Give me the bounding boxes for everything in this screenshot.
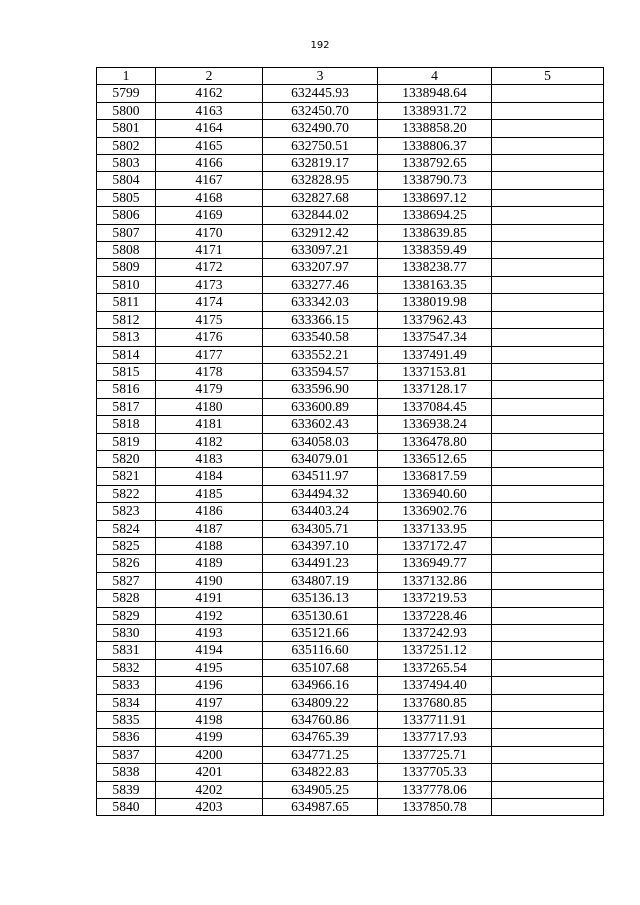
table-row: [97, 572, 604, 589]
point-number-cell: 5824: [97, 520, 156, 537]
note-cell: [492, 607, 604, 624]
x-coordinate-cell: 634403.24: [263, 503, 378, 520]
point-number-cell: 5823: [97, 503, 156, 520]
x-coordinate-cell: 634822.83: [263, 764, 378, 781]
y-coordinate-cell: 1337491.49: [378, 346, 492, 363]
x-coordinate-cell: 635107.68: [263, 659, 378, 676]
point-number-cell: 5806: [97, 207, 156, 224]
index-cell: 4195: [156, 659, 263, 676]
point-number-cell: 5802: [97, 137, 156, 154]
table-header: [97, 68, 604, 85]
table-row: [97, 590, 604, 607]
x-coordinate-cell: 633097.21: [263, 242, 378, 259]
page-number: 192: [310, 40, 330, 51]
y-coordinate-cell: 1337172.47: [378, 537, 492, 554]
x-coordinate-cell: 632828.95: [263, 172, 378, 189]
note-cell: [492, 659, 604, 676]
table-row: [97, 712, 604, 729]
y-coordinate-cell: 1337962.43: [378, 311, 492, 328]
table-row: [97, 764, 604, 781]
x-coordinate-cell: 634905.25: [263, 781, 378, 798]
table-row: [97, 485, 604, 502]
note-cell: [492, 346, 604, 363]
point-number-cell: 5838: [97, 764, 156, 781]
index-cell: 4194: [156, 642, 263, 659]
note-cell: [492, 242, 604, 259]
x-coordinate-cell: 632450.70: [263, 102, 378, 119]
point-number-cell: 5812: [97, 311, 156, 328]
table-row: [97, 433, 604, 450]
y-coordinate-cell: 1337680.85: [378, 694, 492, 711]
x-coordinate-cell: 634058.03: [263, 433, 378, 450]
index-cell: 4179: [156, 381, 263, 398]
index-cell: 4184: [156, 468, 263, 485]
point-number-cell: 5808: [97, 242, 156, 259]
table-row: [97, 85, 604, 102]
y-coordinate-cell: 1336902.76: [378, 503, 492, 520]
index-cell: 4196: [156, 677, 263, 694]
column-header-5: 5: [492, 68, 604, 85]
table-row: [97, 468, 604, 485]
table-row: [97, 259, 604, 276]
x-coordinate-cell: 632445.93: [263, 85, 378, 102]
note-cell: [492, 503, 604, 520]
y-coordinate-cell: 1336478.80: [378, 433, 492, 450]
point-number-cell: 5839: [97, 781, 156, 798]
x-coordinate-cell: 633596.90: [263, 381, 378, 398]
y-coordinate-cell: 1337725.71: [378, 746, 492, 763]
y-coordinate-cell: 1338019.98: [378, 294, 492, 311]
index-cell: 4172: [156, 259, 263, 276]
point-number-cell: 5834: [97, 694, 156, 711]
x-coordinate-cell: 634511.97: [263, 468, 378, 485]
x-coordinate-cell: 632844.02: [263, 207, 378, 224]
index-cell: 4189: [156, 555, 263, 572]
note-cell: [492, 329, 604, 346]
table-row: [97, 311, 604, 328]
y-coordinate-cell: 1337084.45: [378, 398, 492, 415]
y-coordinate-cell: 1338694.25: [378, 207, 492, 224]
table-row: [97, 694, 604, 711]
table-body: [97, 85, 604, 816]
table-row: [97, 416, 604, 433]
note-cell: [492, 625, 604, 642]
y-coordinate-cell: 1336949.77: [378, 555, 492, 572]
header-row: [97, 68, 604, 85]
x-coordinate-cell: 633207.97: [263, 259, 378, 276]
note-cell: [492, 433, 604, 450]
table-row: [97, 625, 604, 642]
index-cell: 4171: [156, 242, 263, 259]
index-cell: 4170: [156, 224, 263, 241]
table-row: [97, 799, 604, 816]
x-coordinate-cell: 634807.19: [263, 572, 378, 589]
y-coordinate-cell: 1338163.35: [378, 276, 492, 293]
index-cell: 4192: [156, 607, 263, 624]
y-coordinate-cell: 1337242.93: [378, 625, 492, 642]
coordinates-table: [96, 67, 604, 816]
column-header-3: 3: [263, 68, 378, 85]
point-number-cell: 5831: [97, 642, 156, 659]
note-cell: [492, 224, 604, 241]
table-row: [97, 224, 604, 241]
y-coordinate-cell: 1337251.12: [378, 642, 492, 659]
table-row: [97, 155, 604, 172]
point-number-cell: 5833: [97, 677, 156, 694]
index-cell: 4188: [156, 537, 263, 554]
point-number-cell: 5801: [97, 120, 156, 137]
y-coordinate-cell: 1338790.73: [378, 172, 492, 189]
index-cell: 4178: [156, 363, 263, 380]
table-row: [97, 381, 604, 398]
note-cell: [492, 485, 604, 502]
point-number-cell: 5821: [97, 468, 156, 485]
x-coordinate-cell: 633594.57: [263, 363, 378, 380]
x-coordinate-cell: 633602.43: [263, 416, 378, 433]
note-cell: [492, 137, 604, 154]
note-cell: [492, 398, 604, 415]
x-coordinate-cell: 633540.58: [263, 329, 378, 346]
table-row: [97, 276, 604, 293]
point-number-cell: 5840: [97, 799, 156, 816]
y-coordinate-cell: 1337711.91: [378, 712, 492, 729]
y-coordinate-cell: 1337494.40: [378, 677, 492, 694]
table-row: [97, 120, 604, 137]
y-coordinate-cell: 1337219.53: [378, 590, 492, 607]
note-cell: [492, 120, 604, 137]
table-row: [97, 729, 604, 746]
index-cell: 4166: [156, 155, 263, 172]
point-number-cell: 5815: [97, 363, 156, 380]
note-cell: [492, 468, 604, 485]
y-coordinate-cell: 1338931.72: [378, 102, 492, 119]
index-cell: 4175: [156, 311, 263, 328]
point-number-cell: 5805: [97, 189, 156, 206]
index-cell: 4202: [156, 781, 263, 798]
index-cell: 4165: [156, 137, 263, 154]
note-cell: [492, 363, 604, 380]
index-cell: 4201: [156, 764, 263, 781]
y-coordinate-cell: 1338639.85: [378, 224, 492, 241]
y-coordinate-cell: 1336512.65: [378, 450, 492, 467]
index-cell: 4177: [156, 346, 263, 363]
note-cell: [492, 276, 604, 293]
note-cell: [492, 102, 604, 119]
index-cell: 4167: [156, 172, 263, 189]
point-number-cell: 5818: [97, 416, 156, 433]
index-cell: 4181: [156, 416, 263, 433]
table-row: [97, 189, 604, 206]
x-coordinate-cell: 634966.16: [263, 677, 378, 694]
table-row: [97, 102, 604, 119]
note-cell: [492, 746, 604, 763]
index-cell: 4203: [156, 799, 263, 816]
x-coordinate-cell: 634305.71: [263, 520, 378, 537]
index-cell: 4197: [156, 694, 263, 711]
point-number-cell: 5828: [97, 590, 156, 607]
table-row: [97, 746, 604, 763]
note-cell: [492, 189, 604, 206]
index-cell: 4193: [156, 625, 263, 642]
point-number-cell: 5810: [97, 276, 156, 293]
note-cell: [492, 799, 604, 816]
x-coordinate-cell: 633552.21: [263, 346, 378, 363]
x-coordinate-cell: 634397.10: [263, 537, 378, 554]
note-cell: [492, 555, 604, 572]
y-coordinate-cell: 1338697.12: [378, 189, 492, 206]
index-cell: 4163: [156, 102, 263, 119]
note-cell: [492, 311, 604, 328]
index-cell: 4190: [156, 572, 263, 589]
y-coordinate-cell: 1337228.46: [378, 607, 492, 624]
y-coordinate-cell: 1337132.86: [378, 572, 492, 589]
y-coordinate-cell: 1337265.54: [378, 659, 492, 676]
y-coordinate-cell: 1338359.49: [378, 242, 492, 259]
point-number-cell: 5814: [97, 346, 156, 363]
index-cell: 4200: [156, 746, 263, 763]
point-number-cell: 5835: [97, 712, 156, 729]
point-number-cell: 5811: [97, 294, 156, 311]
point-number-cell: 5799: [97, 85, 156, 102]
x-coordinate-cell: 634987.65: [263, 799, 378, 816]
x-coordinate-cell: 633342.03: [263, 294, 378, 311]
note-cell: [492, 537, 604, 554]
x-coordinate-cell: 634491.23: [263, 555, 378, 572]
table-row: [97, 555, 604, 572]
y-coordinate-cell: 1338858.20: [378, 120, 492, 137]
note-cell: [492, 694, 604, 711]
index-cell: 4164: [156, 120, 263, 137]
y-coordinate-cell: 1337778.06: [378, 781, 492, 798]
index-cell: 4185: [156, 485, 263, 502]
x-coordinate-cell: 634494.32: [263, 485, 378, 502]
x-coordinate-cell: 634079.01: [263, 450, 378, 467]
x-coordinate-cell: 633600.89: [263, 398, 378, 415]
index-cell: 4162: [156, 85, 263, 102]
table-row: [97, 642, 604, 659]
point-number-cell: 5816: [97, 381, 156, 398]
y-coordinate-cell: 1337133.95: [378, 520, 492, 537]
y-coordinate-cell: 1338792.65: [378, 155, 492, 172]
y-coordinate-cell: 1336817.59: [378, 468, 492, 485]
x-coordinate-cell: 635121.66: [263, 625, 378, 642]
table-row: [97, 242, 604, 259]
table-row: [97, 172, 604, 189]
x-coordinate-cell: 634765.39: [263, 729, 378, 746]
index-cell: 4174: [156, 294, 263, 311]
point-number-cell: 5809: [97, 259, 156, 276]
index-cell: 4198: [156, 712, 263, 729]
note-cell: [492, 450, 604, 467]
table-row: [97, 607, 604, 624]
note-cell: [492, 572, 604, 589]
note-cell: [492, 677, 604, 694]
column-header-1: 1: [97, 68, 156, 85]
note-cell: [492, 642, 604, 659]
point-number-cell: 5837: [97, 746, 156, 763]
x-coordinate-cell: 632827.68: [263, 189, 378, 206]
point-number-cell: 5827: [97, 572, 156, 589]
point-number-cell: 5813: [97, 329, 156, 346]
note-cell: [492, 764, 604, 781]
x-coordinate-cell: 632750.51: [263, 137, 378, 154]
point-number-cell: 5800: [97, 102, 156, 119]
point-number-cell: 5830: [97, 625, 156, 642]
note-cell: [492, 381, 604, 398]
index-cell: 4186: [156, 503, 263, 520]
point-number-cell: 5807: [97, 224, 156, 241]
point-number-cell: 5803: [97, 155, 156, 172]
table-row: [97, 520, 604, 537]
point-number-cell: 5832: [97, 659, 156, 676]
point-number-cell: 5836: [97, 729, 156, 746]
note-cell: [492, 520, 604, 537]
table-row: [97, 450, 604, 467]
table-row: [97, 294, 604, 311]
table-row: [97, 363, 604, 380]
note-cell: [492, 155, 604, 172]
y-coordinate-cell: 1337547.34: [378, 329, 492, 346]
index-cell: 4183: [156, 450, 263, 467]
point-number-cell: 5817: [97, 398, 156, 415]
index-cell: 4168: [156, 189, 263, 206]
y-coordinate-cell: 1336940.60: [378, 485, 492, 502]
y-coordinate-cell: 1337850.78: [378, 799, 492, 816]
point-number-cell: 5804: [97, 172, 156, 189]
point-number-cell: 5822: [97, 485, 156, 502]
y-coordinate-cell: 1337717.93: [378, 729, 492, 746]
table-row: [97, 781, 604, 798]
table-row: [97, 537, 604, 554]
table-row: [97, 398, 604, 415]
index-cell: 4182: [156, 433, 263, 450]
x-coordinate-cell: 635130.61: [263, 607, 378, 624]
y-coordinate-cell: 1337705.33: [378, 764, 492, 781]
x-coordinate-cell: 633277.46: [263, 276, 378, 293]
y-coordinate-cell: 1337153.81: [378, 363, 492, 380]
y-coordinate-cell: 1336938.24: [378, 416, 492, 433]
point-number-cell: 5819: [97, 433, 156, 450]
index-cell: 4191: [156, 590, 263, 607]
point-number-cell: 5820: [97, 450, 156, 467]
index-cell: 4169: [156, 207, 263, 224]
column-header-4: 4: [378, 68, 492, 85]
column-header-2: 2: [156, 68, 263, 85]
point-number-cell: 5826: [97, 555, 156, 572]
index-cell: 4199: [156, 729, 263, 746]
y-coordinate-cell: 1338238.77: [378, 259, 492, 276]
x-coordinate-cell: 634771.25: [263, 746, 378, 763]
index-cell: 4187: [156, 520, 263, 537]
note-cell: [492, 712, 604, 729]
x-coordinate-cell: 632490.70: [263, 120, 378, 137]
index-cell: 4180: [156, 398, 263, 415]
x-coordinate-cell: 633366.15: [263, 311, 378, 328]
table-row: [97, 659, 604, 676]
note-cell: [492, 259, 604, 276]
point-number-cell: 5825: [97, 537, 156, 554]
index-cell: 4176: [156, 329, 263, 346]
table-row: [97, 503, 604, 520]
x-coordinate-cell: 635136.13: [263, 590, 378, 607]
note-cell: [492, 294, 604, 311]
note-cell: [492, 85, 604, 102]
note-cell: [492, 729, 604, 746]
x-coordinate-cell: 634809.22: [263, 694, 378, 711]
y-coordinate-cell: 1338806.37: [378, 137, 492, 154]
note-cell: [492, 416, 604, 433]
y-coordinate-cell: 1337128.17: [378, 381, 492, 398]
table-row: [97, 677, 604, 694]
note-cell: [492, 590, 604, 607]
x-coordinate-cell: 635116.60: [263, 642, 378, 659]
note-cell: [492, 781, 604, 798]
note-cell: [492, 207, 604, 224]
x-coordinate-cell: 632912.42: [263, 224, 378, 241]
table-row: [97, 207, 604, 224]
note-cell: [492, 172, 604, 189]
table-row: [97, 137, 604, 154]
point-number-cell: 5829: [97, 607, 156, 624]
index-cell: 4173: [156, 276, 263, 293]
x-coordinate-cell: 634760.86: [263, 712, 378, 729]
y-coordinate-cell: 1338948.64: [378, 85, 492, 102]
table-row: [97, 346, 604, 363]
table-row: [97, 329, 604, 346]
x-coordinate-cell: 632819.17: [263, 155, 378, 172]
